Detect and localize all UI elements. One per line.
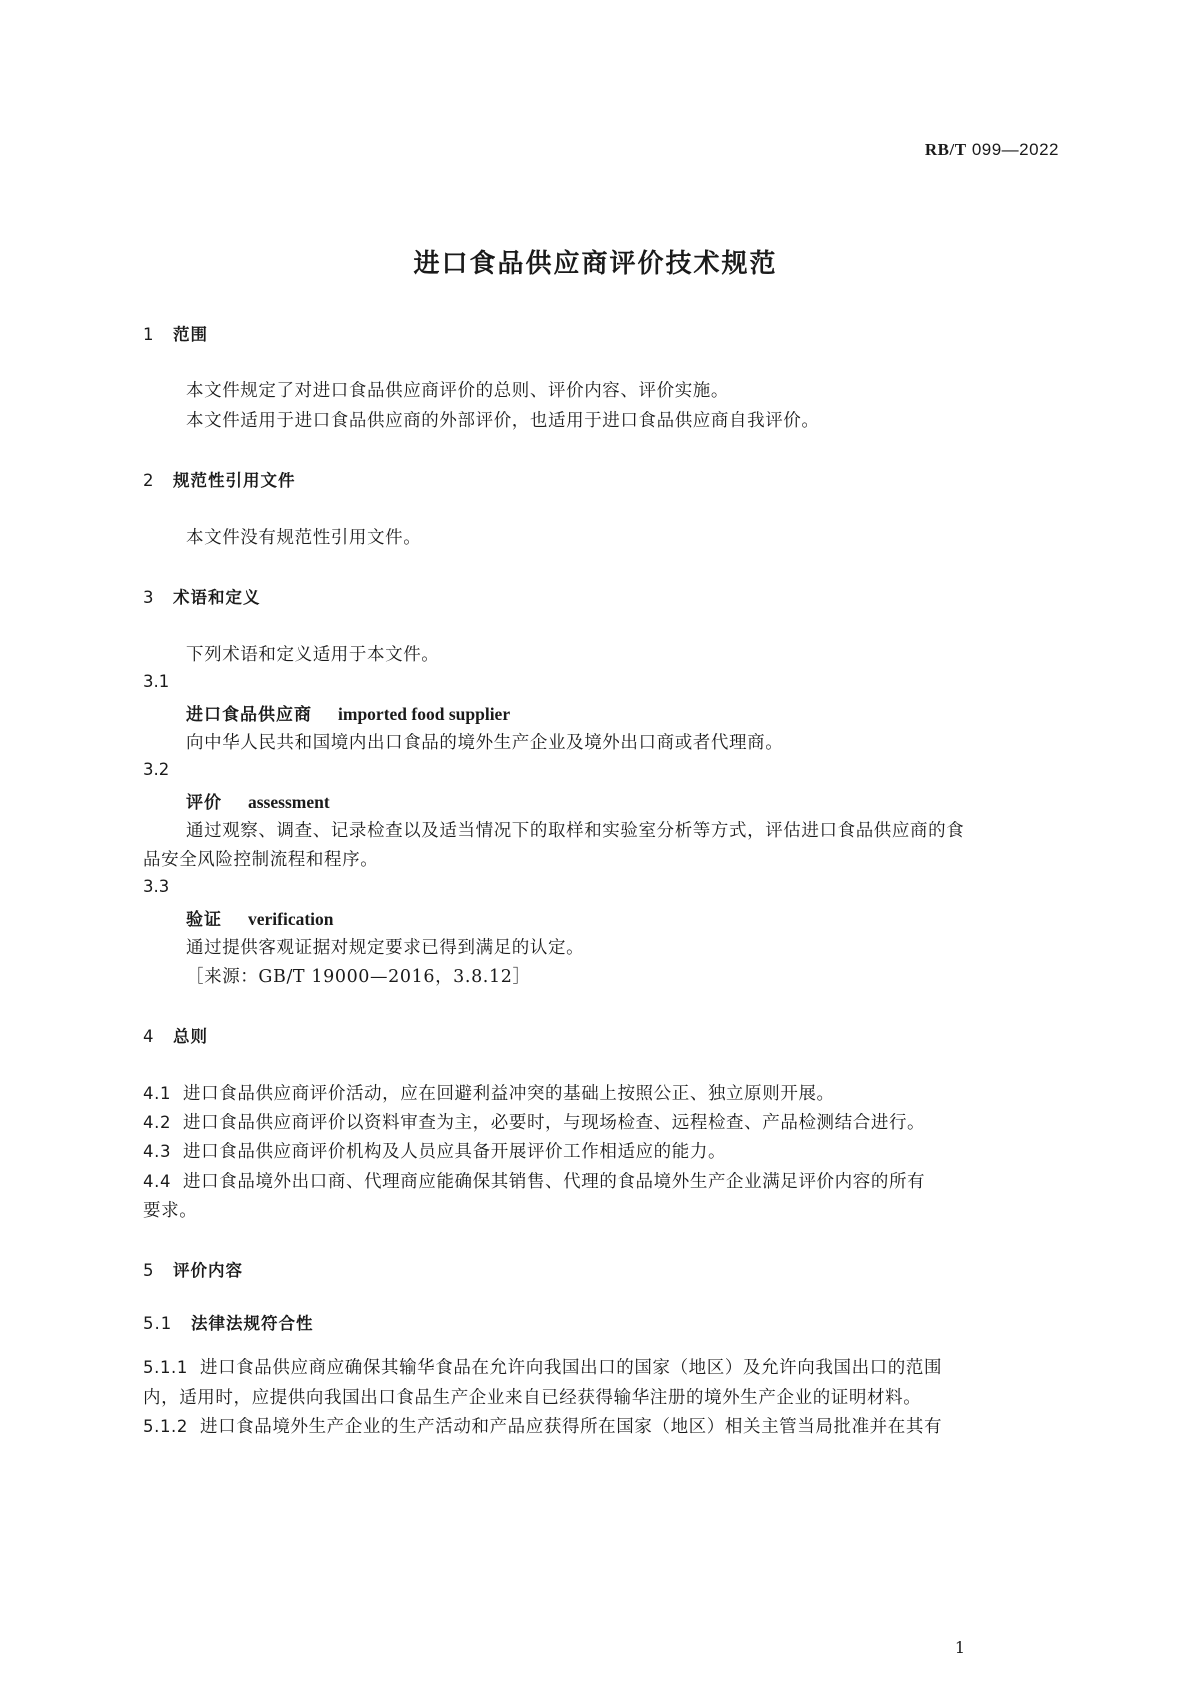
clause-continuation: 内，适用时，应提供向我国出口食品生产企业来自已经获得输华注册的境外生产企业的证明材料。	[143, 1388, 922, 1408]
document-title: 进口食品供应商评价技术规范	[413, 249, 778, 279]
clause	[143, 1354, 942, 1379]
subsection-number: 5.1	[143, 1314, 173, 1333]
term-number: 3.2	[143, 760, 170, 779]
term-number: 3.3	[143, 877, 170, 896]
term-zh: 验证	[186, 910, 222, 930]
section-number: 2	[143, 471, 155, 490]
clause-number: 5.1.1	[143, 1358, 188, 1377]
clause-number: 4.4	[143, 1172, 172, 1191]
section-title: 范围	[173, 325, 208, 344]
section-title: 规范性引用文件	[173, 471, 296, 490]
clause	[143, 1413, 942, 1438]
section-number: 1	[143, 325, 155, 344]
term-en: verification	[248, 909, 334, 929]
clause-text: 进口食品供应商评价机构及人员应具备开展评价工作相适应的能力。	[183, 1142, 727, 1162]
term-en: imported food supplier	[338, 704, 511, 724]
section-1-heading	[143, 321, 208, 345]
subsection-title: 法律法规符合性	[191, 1314, 314, 1333]
standard-code	[925, 140, 1059, 160]
clause-text: 进口食品供应商应确保其输华食品在允许向我国出口的国家（地区）及允许向我国出口的范围	[199, 1358, 943, 1378]
term-heading	[186, 788, 330, 813]
clause-number: 5.1.2	[143, 1417, 188, 1436]
clause-continuation: 要求。	[143, 1201, 198, 1221]
clause-text: 进口食品境外生产企业的生产活动和产品应获得所在国家（地区）相关主管当局批准并在其有	[199, 1417, 943, 1437]
term-en: assessment	[248, 792, 330, 812]
term-zh: 进口食品供应商	[186, 705, 312, 725]
section-number: 4	[143, 1027, 155, 1046]
clause-text: 进口食品供应商评价以资料审查为主，必要时，与现场检查、远程检查、产品检测结合进行。	[183, 1113, 926, 1133]
term-definition: 品安全风险控制流程和程序。	[143, 850, 379, 870]
paragraph: 本文件适用于进口食品供应商的外部评价，也适用于进口食品供应商自我评价。	[186, 411, 820, 431]
term-definition: 通过提供客观证据对规定要求已得到满足的认定。	[186, 938, 585, 958]
term-definition: 向中华人民共和国境内出口食品的境外生产企业及境外出口商或者代理商。	[186, 733, 784, 753]
section-number: 5	[143, 1261, 155, 1280]
clause-text: 进口食品供应商评价活动，应在回避利益冲突的基础上按照公正、独立原则开展。	[183, 1084, 835, 1104]
section-title: 术语和定义	[173, 588, 261, 607]
page-number: 1	[954, 1638, 965, 1657]
section-2-heading	[143, 467, 296, 491]
clause	[143, 1168, 925, 1193]
clause-number: 4.3	[143, 1142, 172, 1161]
section-number: 3	[143, 588, 155, 607]
clause-text: 进口食品境外出口商、代理商应能确保其销售、代理的食品境外生产企业满足评价内容的所有	[183, 1172, 926, 1192]
subsection-5-1-heading	[143, 1310, 314, 1334]
paragraph: 本文件没有规范性引用文件。	[186, 528, 422, 548]
paragraph: 下列术语和定义适用于本文件。	[186, 645, 440, 665]
section-title: 总则	[173, 1027, 208, 1046]
section-title: 评价内容	[173, 1261, 243, 1280]
clause	[143, 1109, 925, 1134]
section-5-heading	[143, 1257, 243, 1281]
standard-code-number: 099—2022	[971, 140, 1059, 159]
section-3-heading	[143, 584, 261, 608]
paragraph: 本文件规定了对进口食品供应商评价的总则、评价内容、评价实施。	[186, 381, 729, 401]
term-source: ［来源：GB/T 19000—2016，3.8.12］	[186, 967, 531, 987]
term-heading	[186, 905, 334, 930]
clause	[143, 1138, 726, 1163]
clause	[143, 1080, 835, 1105]
section-4-heading	[143, 1023, 208, 1047]
clause-number: 4.1	[143, 1084, 172, 1103]
term-number: 3.1	[143, 672, 170, 691]
standard-code-prefix: RB/T	[924, 140, 967, 159]
term-heading	[186, 700, 510, 725]
term-zh: 评价	[186, 793, 222, 813]
clause-number: 4.2	[143, 1113, 172, 1132]
term-definition: 通过观察、调查、记录检查以及适当情况下的取样和实验室分析等方式，评估进口食品供应商的食	[186, 821, 965, 841]
